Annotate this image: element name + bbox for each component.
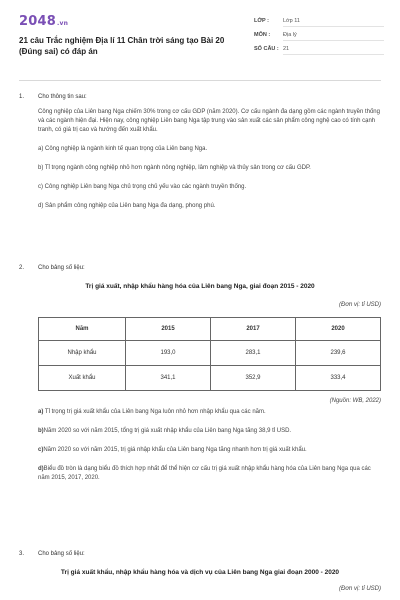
question-number: 2.	[19, 265, 25, 271]
question-2	[19, 264, 381, 483]
question-number: 3.	[19, 551, 25, 557]
table-cell: 352,9	[211, 366, 296, 391]
meta-row-count: SỐ CÂU : 21	[254, 42, 384, 56]
table-header-cell: 2015	[126, 318, 211, 341]
table-cell: 283,1	[211, 341, 296, 366]
table-row	[39, 366, 381, 391]
meta-row-class: LỚP : Lớp 11	[254, 14, 384, 28]
table-header-cell: Năm	[39, 318, 126, 341]
document-meta	[254, 14, 384, 56]
question-prompt: Cho bảng số liệu:	[38, 265, 85, 271]
page-header	[0, 0, 400, 78]
question-prompt: Cho thông tin sau:	[38, 94, 87, 100]
table-cell: 333,4	[296, 366, 381, 391]
option-b: b) Tỉ trọng ngành công nghiệp nhỏ hơn ngành nông nghiệp, lâm nghiệp và thủy sản trong cơ cấu GDP.	[38, 165, 311, 171]
table-cell: Xuất khẩu	[39, 366, 126, 391]
table-title: Trị giá xuất, nhập khẩu hàng hóa của Liên bang Nga, giai đoạn 2015 - 2020	[85, 283, 315, 290]
table-header-row	[39, 318, 381, 341]
table-header-cell: 2020	[296, 318, 381, 341]
table-cell: 193,0	[126, 341, 211, 366]
table-cell: 341,1	[126, 366, 211, 391]
table-source: (Nguồn: WB, 2022)	[329, 398, 381, 404]
meta-row-subject: MÔN : Địa lý	[254, 28, 384, 42]
option-a: a) Công nghiệp là ngành kinh tế quan trọng của Liên bang Nga.	[38, 146, 208, 152]
table-unit: (Đơn vị: tỉ USD)	[339, 586, 381, 592]
table-row	[39, 341, 381, 366]
site-logo[interactable]: 2048.vn	[19, 14, 69, 29]
question-3	[19, 550, 381, 592]
option-a: a) Tỉ trọng trị giá xuất khẩu của Liên bang Nga luôn nhỏ hơn nhập khẩu qua các năm.	[38, 409, 266, 415]
page-title: 21 câu Trắc nghiệm Địa lí 11 Chân trời sáng tạo Bài 20 (Đúng sai) có đáp án	[19, 36, 225, 56]
question-1	[19, 93, 381, 211]
table-title: Trị giá xuất khẩu, nhập khẩu hàng hóa và dịch vụ của Liên bang Nga giai đoạn 2000 - 2020	[60, 569, 340, 576]
question-passage: Công nghiệp của Liên bang Nga chiếm 30% trong cơ cấu GDP (năm 2020). Cơ cấu ngành đa dạng gồm các ngành truyền thống và các ngành hiện đại. Hiện nay, công nghiệp Liên bang Nga tập trung vào sản xuất các sản phẩm công nghệ cao có tính cạnh tranh, có giá trị cao và hướng đến xuất khẩu.	[38, 109, 380, 133]
header-divider	[19, 80, 381, 81]
table-header-cell: 2017	[211, 318, 296, 341]
option-c: c) Công nghiệp Liên bang Nga chủ trọng chủ yếu vào các ngành truyền thống.	[38, 184, 247, 190]
option-c: c)Năm 2020 so với năm 2015, trị giá nhập khẩu của Liên bang Nga tăng nhanh hơn trị giá xuất khẩu.	[38, 447, 307, 453]
table-cell: 239,6	[296, 341, 381, 366]
data-table	[38, 317, 381, 391]
option-b: b)Năm 2020 so với năm 2015, tổng trị giá xuất nhập khẩu của Liên bang Nga tăng 38,9 tỉ USD.	[38, 428, 292, 434]
question-prompt: Cho bảng số liệu:	[38, 551, 85, 557]
option-d: d) Sản phẩm công nghiệp của Liên bang Nga đa dạng, phong phú.	[38, 203, 216, 209]
table-unit: (Đơn vị: tỉ USD)	[339, 302, 381, 308]
question-number: 1.	[19, 94, 25, 100]
option-d: d)Biểu đồ tròn là dạng biểu đồ thích hợp nhất để thể hiện cơ cấu trị giá xuất nhập khẩu hàng hóa của Liên bang Nga qua các năm 2015, 2017, 2020.	[38, 466, 371, 481]
table-cell: Nhập khẩu	[39, 341, 126, 366]
